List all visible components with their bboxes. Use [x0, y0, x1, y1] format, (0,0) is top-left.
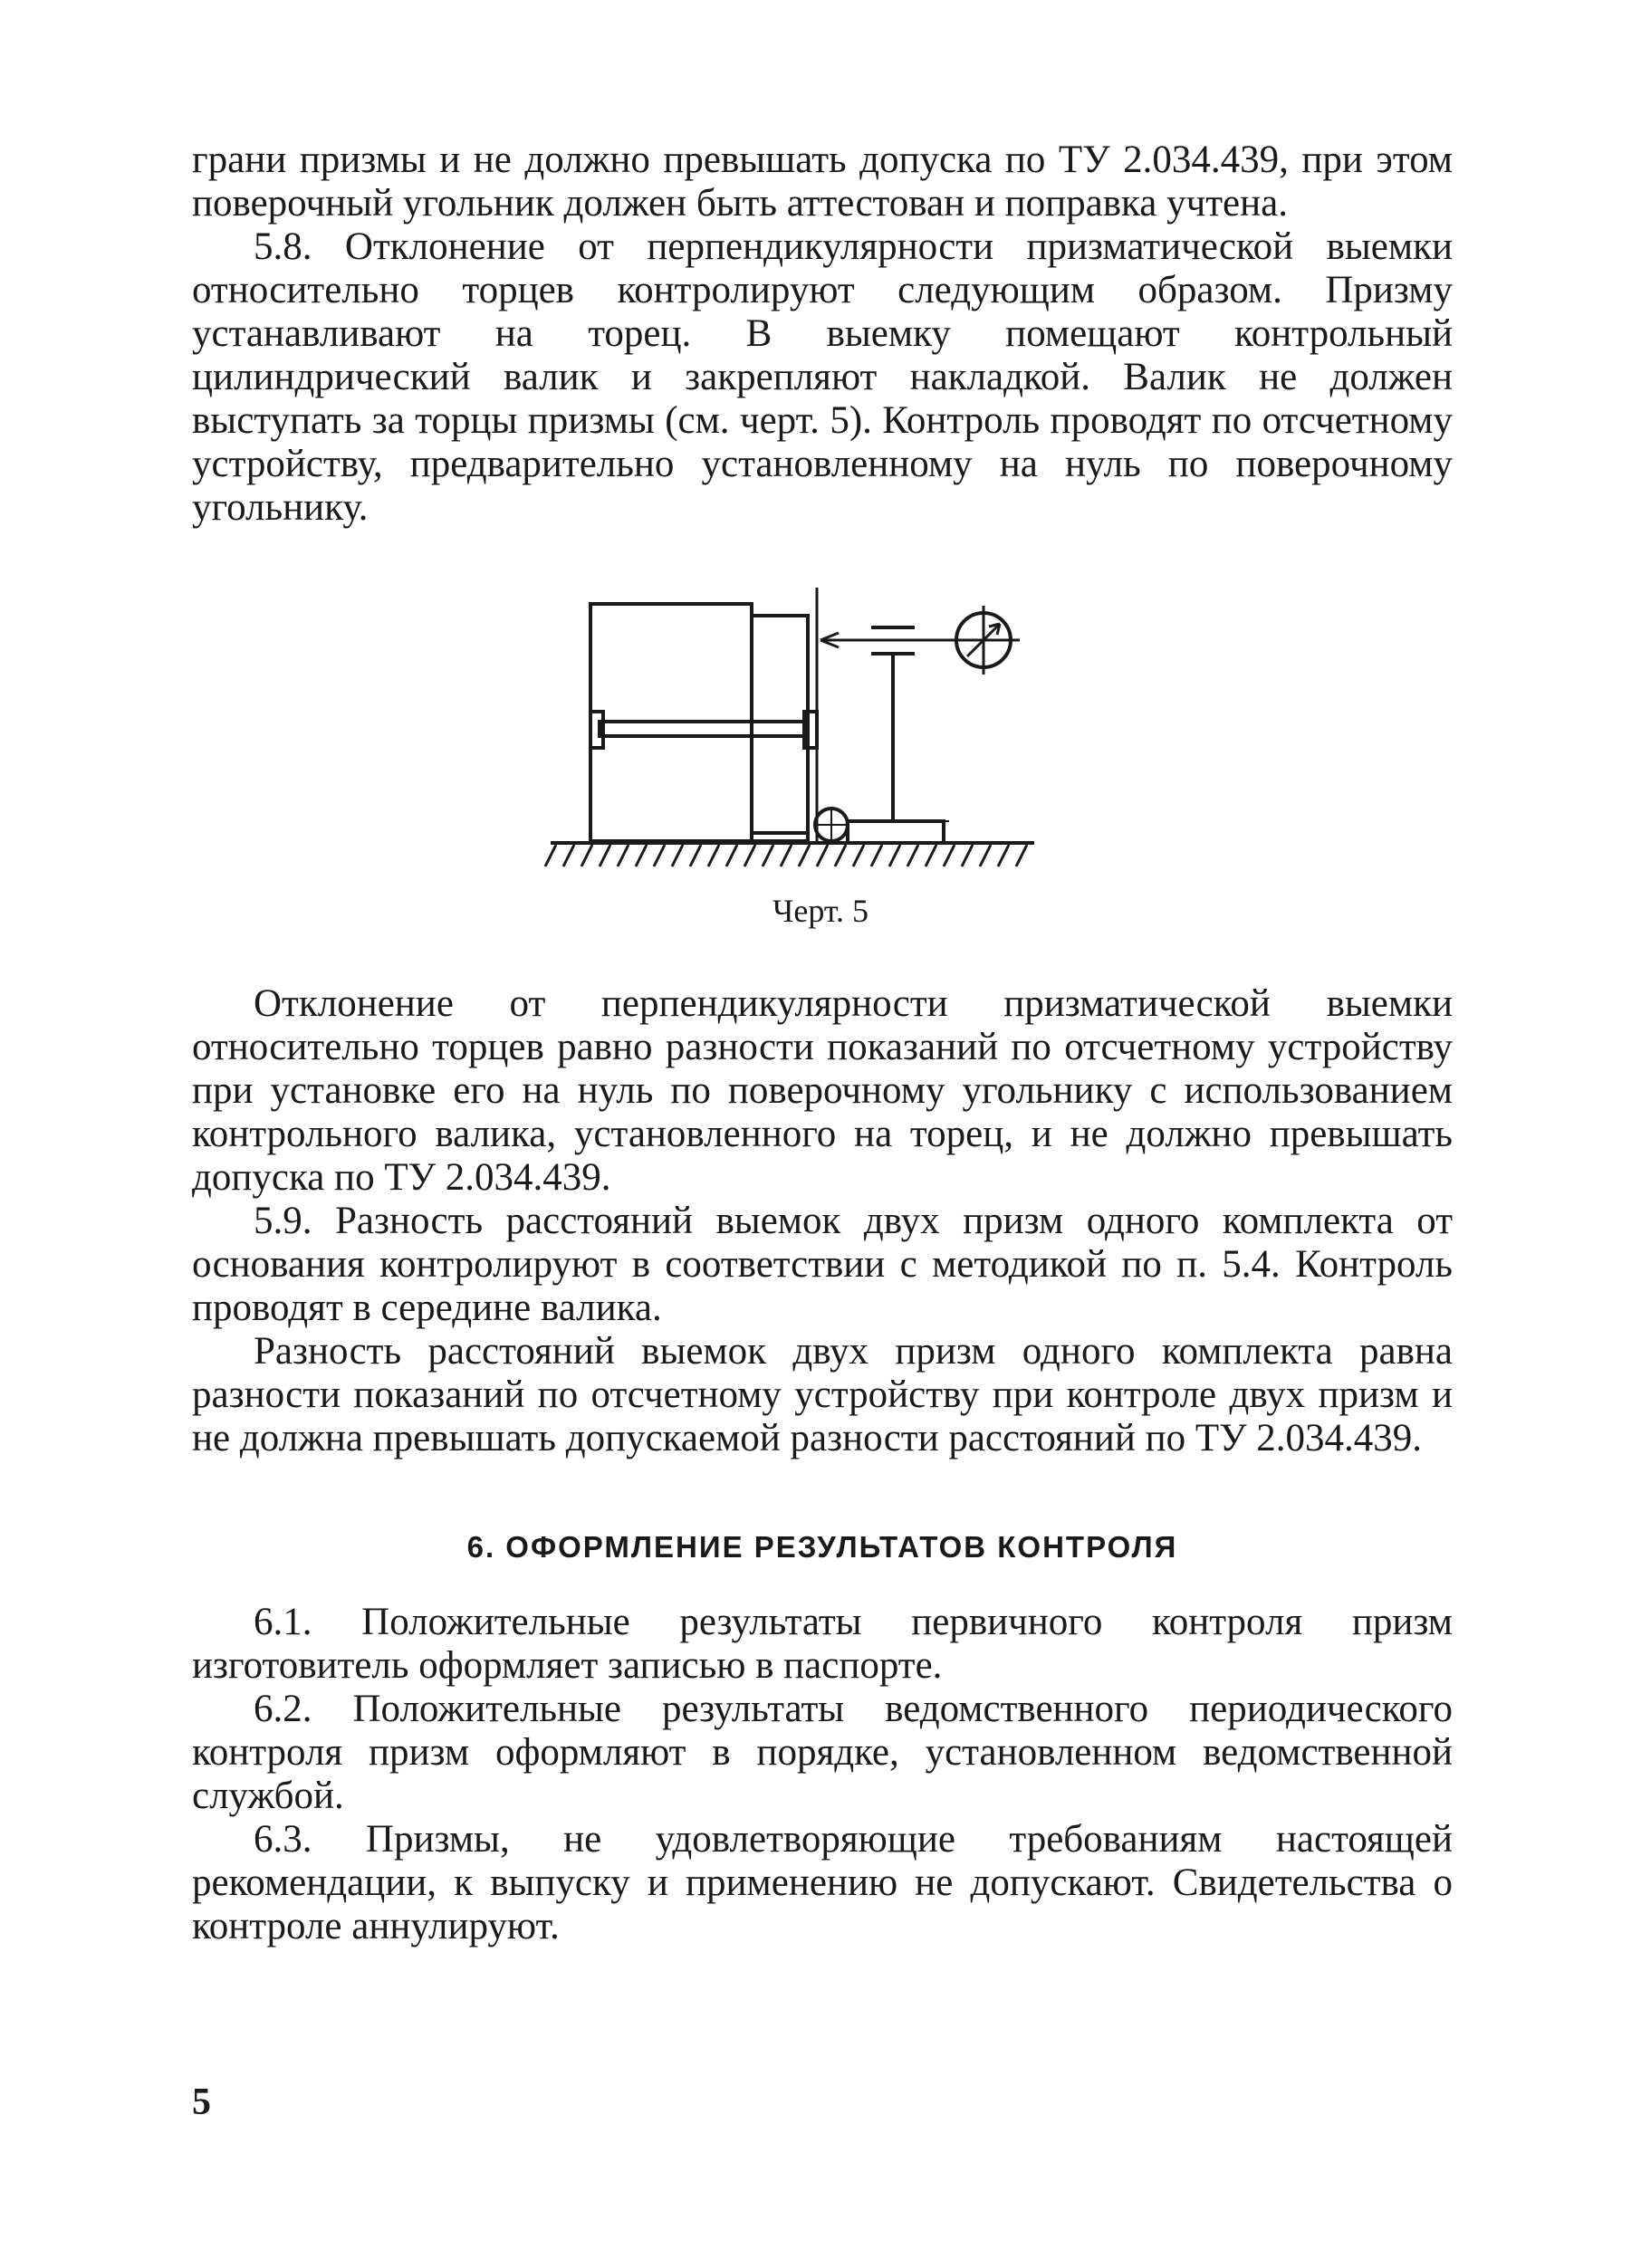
paragraph-6-3: 6.3. Призмы, не удовлетворяющие требованиям настоящей рекомендации, к выпуску и применению не допускают. Свидетельства о контроле аннулируют.	[192, 1818, 1453, 1947]
stand-base	[848, 821, 944, 841]
base-hatching	[545, 845, 1027, 866]
figure-drawing-5	[534, 575, 1060, 883]
paragraph-5-8: 5.8. Отклонение от перпендикулярности призматической выемки относительно торцев контролируют следующим образом. Призму устанавливают на торец. В выемку помещают контрольный цилиндрический валик и закрепляют накладкой. Валик не должен выступать за торцы призмы (см. черт. 5). Контроль проводят по отсчетному устройству, предварительно установленному на нуль по поверочному угольнику.	[192, 225, 1453, 529]
text-block-top	[192, 139, 1453, 530]
paragraph-6-1: 6.1. Положительные результаты первичного контроля призм изготовитель оформляет записью в паспорте.	[192, 1601, 1453, 1687]
figure-caption: Черт. 5	[773, 893, 868, 929]
paragraph-distance-difference: Разность расстояний выемок двух призм одного комплекта равна разности показаний по отсчетному устройству при контроле двух призм и не должна превышать допускаемой разности расстояний по ТУ 2.034.439.	[192, 1330, 1453, 1459]
paragraph-deviation: Отклонение от перпендикулярности призматической выемки относительно торцев равно разности показаний по отсчетному устройству при установке его на нуль по поверочному угольнику с использованием контрольного валика, установленного на торец, и не должно превышать допуска по ТУ 2.034.439.	[192, 982, 1453, 1199]
page-number: 5	[192, 2081, 211, 2123]
control-roller	[600, 722, 806, 736]
paragraph-continuation: грани призмы и не должно превышать допуска по ТУ 2.034.439, при этом поверочный угольник должен быть аттестован и поправка учтена.	[192, 139, 1453, 225]
prism-cover	[752, 616, 808, 841]
text-block-end	[192, 1601, 1453, 1948]
text-block-middle	[192, 982, 1453, 1460]
paragraph-5-9: 5.9. Разность расстояний выемок двух призм одного комплекта от основания контролируют в соответствии с методикой по п. 5.4. Контроль проводят в середине валика.	[192, 1200, 1453, 1329]
paragraph-6-2: 6.2. Положительные результаты ведомственного периодического контроля призм оформляют в порядке, установленном ведомственной службой.	[192, 1688, 1453, 1817]
section-heading: 6. ОФОРМЛЕНИЕ РЕЗУЛЬТАТОВ КОНТРОЛЯ	[466, 1530, 1178, 1564]
